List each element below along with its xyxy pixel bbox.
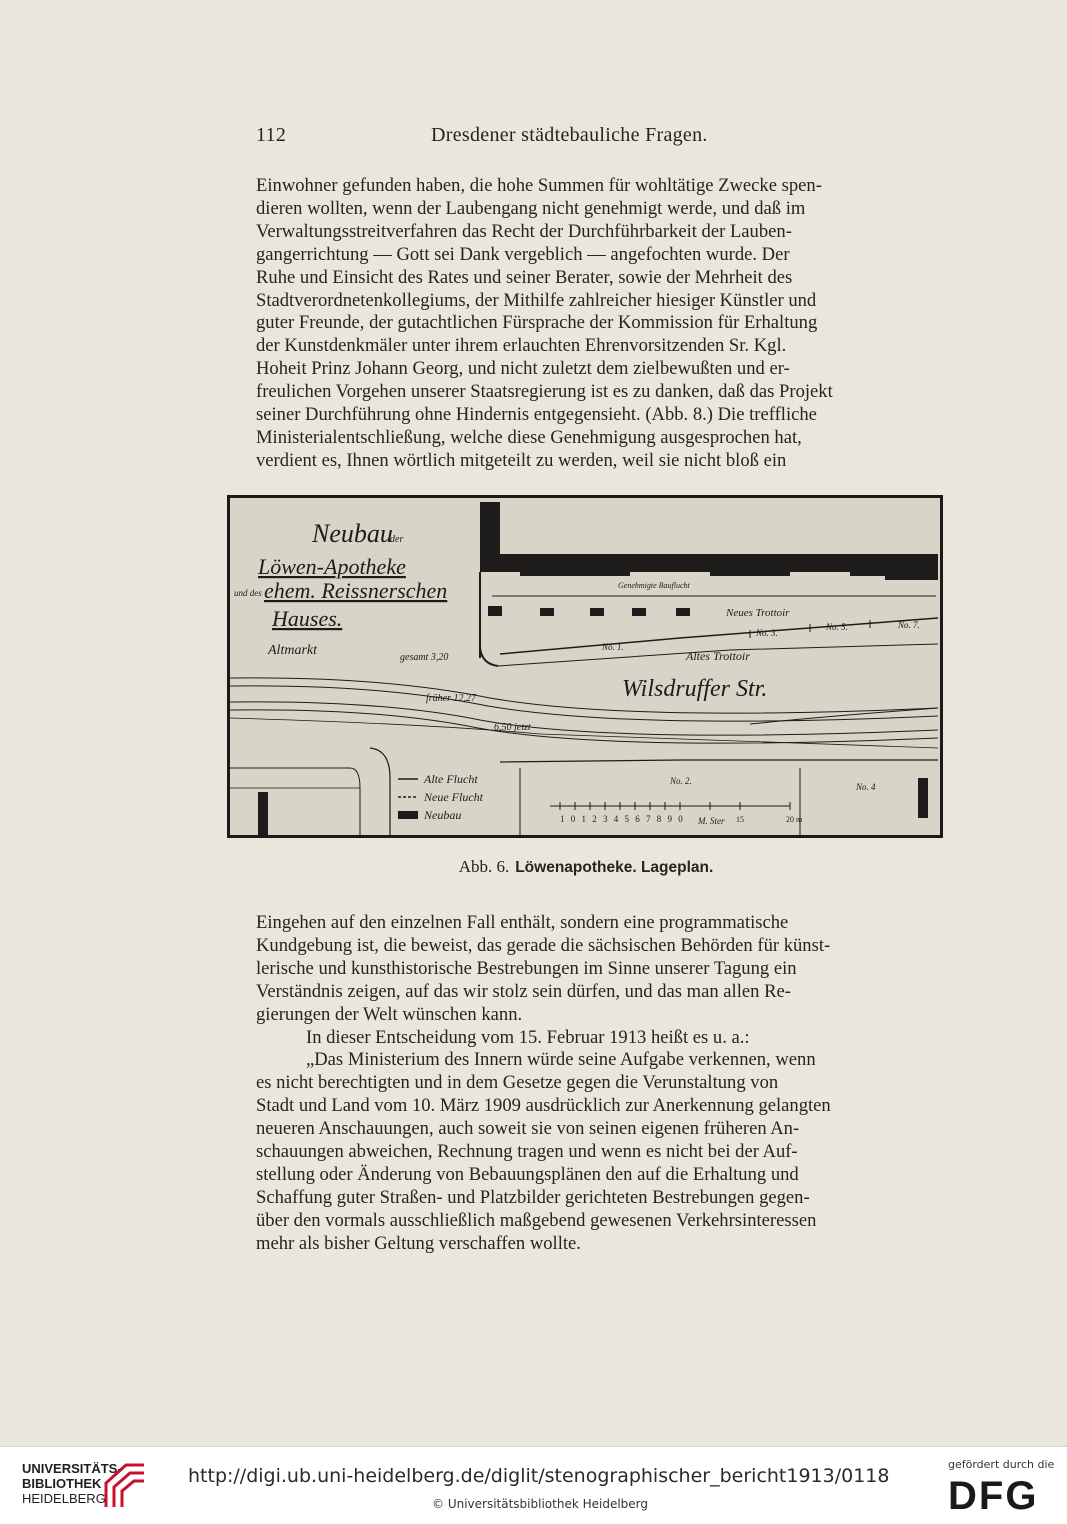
plan-title-hauses: Hauses. xyxy=(272,606,343,631)
plan-title-loewen: Löwen-Apotheke xyxy=(258,554,406,579)
scale-unit: M. Ster xyxy=(698,816,725,826)
body-text-bottom xyxy=(256,912,916,1256)
plan-label-nr5: No. 5. xyxy=(826,622,848,632)
text-line: Einwohner gefunden haben, die hohe Summen für wohltätige Zwecke spen- xyxy=(256,175,822,196)
plan-label-old-trottoir: Altes Trottoir xyxy=(686,649,750,663)
page-number: 112 xyxy=(256,124,287,146)
site-plan-figure xyxy=(227,495,943,838)
text-line: gangerrichtung — Gott sei Dank vergeblich — angefochten wurde. Der xyxy=(256,243,790,265)
caption-label: Abb. 6. xyxy=(458,857,510,876)
plan-label-new-trottoir: Neues Trottoir xyxy=(726,607,790,619)
text-line: der Kunstdenkmäler unter ihrem erlauchten Ehrenvorsitzenden Sr. Kgl. xyxy=(256,335,787,357)
legend-neubau: Neubau xyxy=(424,808,462,822)
text-line: Hoheit Prinz Johann Georg, und nicht zuletzt dem zielbewußten und er- xyxy=(256,358,790,380)
running-header xyxy=(256,124,916,154)
plan-label-jetzt: 6,50 jetzt xyxy=(494,722,531,733)
scale-20: 20 m xyxy=(786,815,803,824)
legend-alte-flucht: Alte Flucht xyxy=(424,772,478,786)
legend-neue-flucht: Neue Flucht xyxy=(424,790,483,804)
text-line: Ministerialentschließung, welche diese Genehmigung ausgesprochen hat, xyxy=(256,426,802,448)
text-line: guter Freunde, der gutachtlichen Fürsprache der Kommission für Erhaltung xyxy=(256,312,818,334)
body-text-top xyxy=(256,175,916,473)
logo-line-3: HEIDELBERG xyxy=(22,1491,106,1506)
text-line: Verständnis zeigen, auf das wir stolz sein dürfen, und das man allen Re- xyxy=(256,980,791,1002)
dfg-logo-text: DFG xyxy=(948,1475,1039,1513)
text-line: Schaffung guter Straßen- und Platzbilder gerichteten Bestrebungen gegen- xyxy=(256,1186,810,1208)
text-line: dieren wollten, wenn der Laubengang nicht genehmigt werde, und daß im xyxy=(256,197,806,219)
text-line: Stadt und Land vom 10. März 1909 ausdrücklich zur Anerkennung gelangten xyxy=(256,1095,831,1117)
plan-title-reissner: ehem. Reissnerschen xyxy=(264,578,448,603)
plan-label-bauflucht: Genehmigte Bauflucht xyxy=(618,581,690,590)
text-line: mehr als bisher Geltung verschaffen wollte. xyxy=(256,1232,581,1254)
plan-label-nr1: No. 1. xyxy=(602,642,624,652)
plan-label-nr3: No. 3. xyxy=(756,628,778,638)
text-line: Kundgebung ist, die beweist, das gerade die sächsischen Behörden für künst- xyxy=(256,934,831,956)
text-line: „Das Ministerium des Innern würde seine Aufgabe verkennen, wenn xyxy=(306,1049,816,1071)
plan-label-nr4: No. 4 xyxy=(856,782,876,792)
copyright-notice: © Universitätsbibliothek Heidelberg xyxy=(432,1497,649,1511)
plan-label-nr2: No. 2. xyxy=(670,776,692,786)
running-title: Dresdener städtebauliche Fragen. xyxy=(431,124,708,146)
text-line: verdient es, Ihnen wörtlich mitgeteilt zu werden, weil sie nicht bloß ein xyxy=(256,449,787,471)
text-line: es nicht berechtigten und in dem Gesetze gegen die Verunstaltung von xyxy=(256,1072,779,1094)
text-line: schauungen abweichen, Rechnung tragen und wenn es nicht bei der Auf- xyxy=(256,1141,798,1163)
plan-label-frueher: früher 12,27 xyxy=(426,693,476,704)
text-line: In dieser Entscheidung vom 15. Februar 1913 heißt es u. a.: xyxy=(306,1026,750,1048)
text-line: Verwaltungsstreitverfahren das Recht der Durchführbarkeit der Lauben- xyxy=(256,220,792,242)
text-line: seiner Durchführung ohne Hindernis entgegensieht. (Abb. 8.) Die treffliche xyxy=(256,404,817,426)
permalink-url[interactable]: http://digi.ub.uni-heidelberg.de/diglit/stenographischer_bericht1913/0118 xyxy=(188,1465,890,1487)
plan-label-gesamt: gesamt 3,20 xyxy=(400,652,449,663)
plan-title-und: und des xyxy=(234,588,262,598)
dfg-logo[interactable] xyxy=(948,1475,1052,1513)
viewer-footer xyxy=(0,1446,1067,1524)
text-line: lerische und kunsthistorische Bestrebungen im Sinne unserer Tagung ein xyxy=(256,957,797,979)
text-line: freulichen Vorgehen unserer Staatsregierung ist es zu danken, daß das Projekt xyxy=(256,381,833,403)
ub-logo-icon xyxy=(102,1459,148,1511)
plan-label-nr7: No. 7. xyxy=(898,620,920,630)
figure-caption xyxy=(256,857,916,877)
site-plan-drawing xyxy=(230,498,940,835)
text-line: gierungen der Welt wünschen kann. xyxy=(256,1003,523,1025)
scale-15: 15 xyxy=(736,815,744,824)
plan-title-der: der xyxy=(390,534,404,545)
plan-label-altmarkt: Altmarkt xyxy=(268,643,317,658)
logo-line-2: BIBLIOTHEK xyxy=(22,1476,102,1491)
text-line: Eingehen auf den einzelnen Fall enthält, sondern eine programmatische xyxy=(256,912,789,933)
plan-title-neubau: Neubau xyxy=(312,519,393,548)
dfg-funding-note: gefördert durch die xyxy=(948,1458,1055,1471)
text-line: Stadtverordnetenkollegiums, der Mithilfe zahlreicher hiesiger Künstler und xyxy=(256,289,817,311)
text-line: Ruhe und Einsicht des Rates und seiner Berater, sowie der Mehrheit des xyxy=(256,266,793,288)
text-line: über den vormals ausschließlich maßgebend gewesenen Verkehrsinteressen xyxy=(256,1209,817,1231)
plan-label-street: Wilsdruffer Str. xyxy=(622,676,768,702)
caption-name: Löwenapotheke. Lageplan. xyxy=(515,859,714,876)
scale-numbers: 1 0 1 2 3 4 5 6 7 8 9 0 xyxy=(560,814,685,824)
text-line: neueren Anschauungen, auch soweit sie von seinen eigenen früheren An- xyxy=(256,1118,800,1140)
logo-line-1: UNIVERSITÄTS- xyxy=(22,1461,122,1476)
text-line: stellung oder Änderung von Bebauungsplänen den auf die Erhaltung und xyxy=(256,1163,799,1185)
